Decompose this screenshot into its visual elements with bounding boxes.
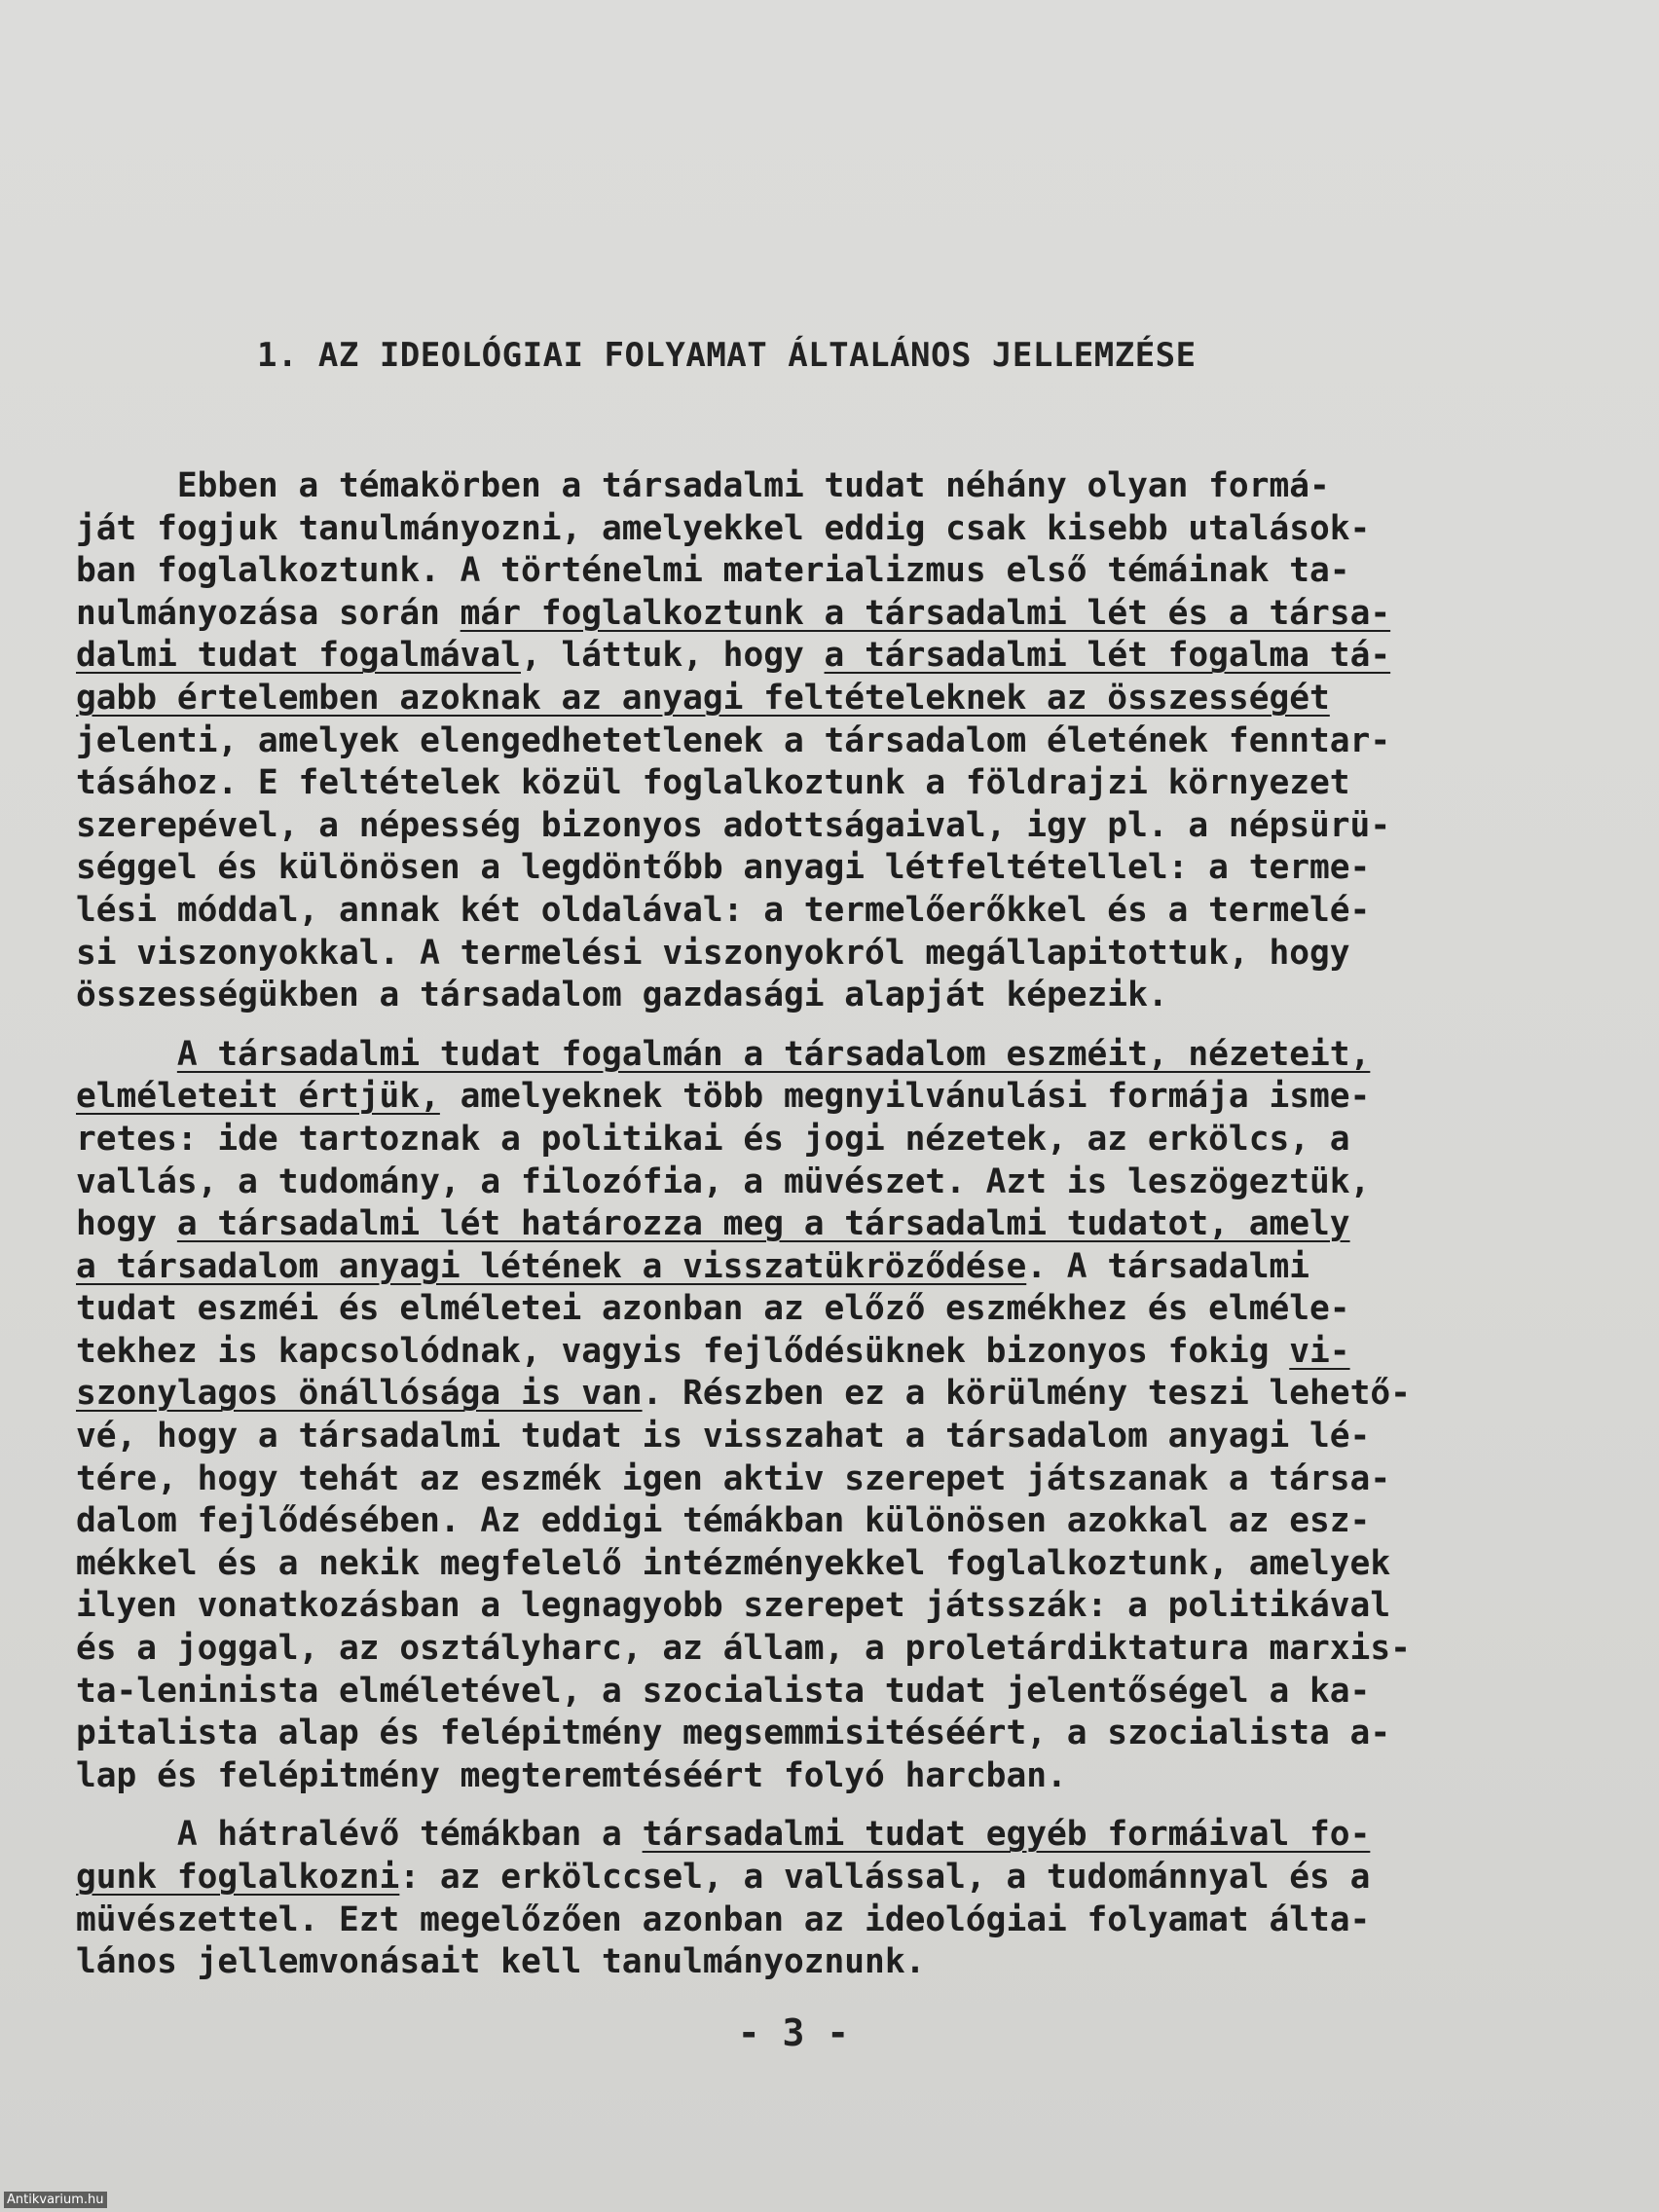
text-line (76, 1585, 1595, 1628)
text-line (76, 1713, 1595, 1755)
text-line (76, 1899, 1595, 1942)
text-segment: . Részben ez a körülmény teszi lehető- (642, 1374, 1411, 1414)
text-segment: tekhez is kapcsolódnak, vagyis fejlődésüknek bizonyos fokig (76, 1331, 1290, 1371)
text-line (76, 847, 1595, 890)
underlined-text: dalmi tudat fogalmával (76, 636, 521, 676)
text-segment (76, 1035, 177, 1074)
watermark: Antikvarium.hu (4, 2192, 107, 2208)
text-segment: müvészettel. Ezt megelőzően azonban az ideológiai folyamat álta- (76, 1899, 1371, 1939)
text-segment: szerepével, a népesség bizonyos adottságaival, igy pl. a népsürü- (76, 805, 1391, 845)
text-line (76, 1246, 1595, 1289)
underlined-text: a társadalmi lét fogalma tá- (824, 636, 1391, 676)
text-line (76, 1458, 1595, 1501)
text-line (76, 1416, 1595, 1458)
text-segment: Ebben a témakörben a társadalmi tudat néhány olyan formá- (76, 466, 1330, 505)
text-line (76, 678, 1595, 720)
text-line (76, 975, 1595, 1017)
text-line (76, 1941, 1595, 1984)
text-line (76, 1034, 1595, 1077)
text-segment: si viszonyokkal. A termelési viszonyokról megállapitottuk, hogy (76, 933, 1350, 973)
body-text (76, 465, 1595, 1984)
text-segment: lési móddal, annak két oldalával: a termelőerőkkel és a termelé- (76, 890, 1371, 930)
text-segment: jelenti, amelyek elengedhetetlenek a társadalom életének fenntar- (76, 720, 1391, 760)
text-segment: összességükben a társadalom gazdasági alapját képezik. (76, 976, 1168, 1015)
text-line (76, 1373, 1595, 1416)
text-segment: ban foglalkoztunk. A történelmi materializmus első témáinak ta- (76, 551, 1350, 591)
text-line (76, 1628, 1595, 1671)
text-line (76, 1288, 1595, 1331)
text-segment: ját fogjuk tanulmányozni, amelyekkel eddig csak kisebb utalások- (76, 508, 1371, 548)
text-line (76, 593, 1595, 636)
text-line (76, 1857, 1595, 1899)
page-number: - 3 - (737, 2011, 850, 2054)
text-segment: tásához. E feltételek közül foglalkoztunk a földrajzi környezet (76, 763, 1350, 803)
text-line (76, 890, 1595, 933)
text-segment: vallás, a tudomány, a filozófia, a müvészet. Azt is leszögeztük, (76, 1161, 1371, 1201)
text-line (76, 635, 1595, 678)
text-segment: nulmányozása során (76, 593, 461, 633)
text-line (76, 508, 1595, 551)
text-segment: dalom fejlődésében. Az eddigi témákban különösen azokkal az esz- (76, 1501, 1371, 1541)
text-line (76, 1203, 1595, 1246)
text-line (76, 1161, 1595, 1204)
underlined-text: gunk foglalkozni (76, 1858, 400, 1897)
underlined-text: A társadalmi tudat fogalmán a társadalom eszméit, nézeteit, (176, 1034, 1371, 1074)
underlined-text: már foglalkoztunk a társadalmi lét és a társa- (460, 593, 1391, 633)
text-line (76, 1755, 1595, 1798)
text-line (76, 550, 1595, 593)
text-line (76, 1543, 1595, 1586)
text-segment: . A társadalmi (1026, 1246, 1310, 1286)
text-line (76, 465, 1595, 508)
text-segment: vé, hogy a társadalmi tudat is visszahat a társadalom anyagi lé- (76, 1417, 1371, 1456)
underlined-text: gabb értelemben azoknak az anyagi feltételeknek az összességét (76, 678, 1330, 718)
underlined-text: a társadalom anyagi létének a visszatükröződése (76, 1246, 1027, 1286)
text-segment: és a joggal, az osztályharc, az állam, a proletárdiktatura marxis- (76, 1629, 1411, 1669)
text-line (76, 1814, 1595, 1857)
text-line (76, 1119, 1595, 1161)
text-segment: lap és felépitmény megteremtéséért folyó harcban. (76, 1755, 1067, 1795)
text-segment: pitalista alap és felépitmény megsemmisitéséért, a szocialista a- (76, 1714, 1391, 1753)
text-line (76, 1500, 1595, 1543)
text-segment: ta-leninista elméletével, a szocialista tudat jelentőségel a ka- (76, 1671, 1371, 1711)
text-segment: ilyen vonatkozásban a legnagyobb szerepet játsszák: a politikával (76, 1586, 1391, 1626)
text-segment: , láttuk, hogy (520, 636, 825, 676)
text-segment: hogy (76, 1204, 177, 1244)
text-line (76, 1331, 1595, 1374)
text-line (76, 1671, 1595, 1714)
text-line (76, 933, 1595, 976)
paragraph-gap (76, 1017, 1595, 1034)
text-segment: mékkel és a nekik megfelelő intézményekkel foglalkoztunk, amelyek (76, 1543, 1391, 1583)
underlined-text: elméleteit értjük, (76, 1077, 440, 1117)
underlined-text: vi- (1289, 1331, 1350, 1371)
underlined-text: a társadalmi lét határozza meg a társadalmi tudatot, amely (176, 1204, 1350, 1244)
text-segment: retes: ide tartoznak a politikai és jogi nézetek, az erkölcs, a (76, 1119, 1350, 1159)
underlined-text: szonylagos önállósága is van (76, 1374, 643, 1414)
text-line (76, 762, 1595, 805)
text-segment: : az erkölccsel, a vallással, a tudománnyal és a (399, 1858, 1371, 1897)
underlined-text: társadalmi tudat egyéb formáival fo- (642, 1815, 1371, 1855)
text-segment: séggel és különösen a legdöntőbb anyagi létfeltétellel: a terme- (76, 848, 1371, 888)
text-line (76, 805, 1595, 848)
text-segment: amelyeknek több megnyilvánulási formája isme- (439, 1077, 1371, 1117)
text-segment: tudat eszméi és elméletei azonban az előző eszmékhez és elméle- (76, 1289, 1350, 1329)
text-segment: lános jellemvonásait kell tanulmányoznunk. (76, 1942, 926, 1982)
text-segment: tére, hogy tehát az eszmék igen aktiv szerepet játszanak a társa- (76, 1458, 1391, 1498)
paragraph-gap (76, 1797, 1595, 1814)
section-heading: 1. AZ IDEOLÓGIAI FOLYAMAT ÁLTALÁNOS JELLEMZÉSE (257, 336, 1197, 375)
text-segment: A hátralévő témákban a (76, 1815, 643, 1855)
text-line (76, 720, 1595, 763)
text-line (76, 1076, 1595, 1119)
